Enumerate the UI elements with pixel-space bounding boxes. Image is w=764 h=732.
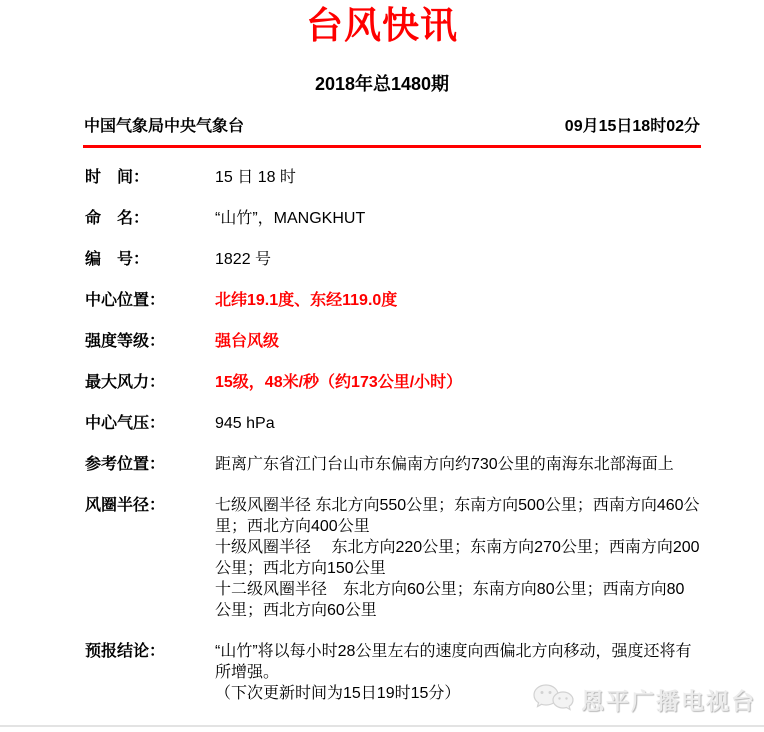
issue-number: 2018年总1480期 <box>314 74 450 94</box>
watermark <box>532 682 756 716</box>
field-value: 北纬19.1度、东经119.0度 <box>215 292 398 309</box>
field-label: 中心位置： <box>85 292 166 309</box>
wind-radius-level10: 十级风圈半径 东北方向220公里；东南方向270公里；西南方向200公里；西北方向150公里 <box>215 539 700 577</box>
field-row-time <box>85 167 700 188</box>
agency-name: 中国气象局中央气象台 <box>84 118 245 135</box>
field-row-wind-circle-radius <box>85 495 700 621</box>
field-value: “山竹”，MANGKHUT <box>215 210 366 227</box>
field-label: 命 名： <box>85 210 150 227</box>
field-row-name <box>85 208 700 229</box>
field-label: 最大风力： <box>85 374 166 391</box>
wind-radius-level7: 七级风圈半径 东北方向550公里；东南方向500公里；西南方向460公里；西北方向400公里 <box>215 497 700 535</box>
field-label: 强度等级： <box>85 333 166 350</box>
field-value: 945 hPa <box>215 415 275 432</box>
field-label: 预报结论： <box>85 643 166 660</box>
field-label: 参考位置： <box>85 456 166 473</box>
field-value: 距离广东省江门台山市东偏南方向约730公里的南海东北部海面上 <box>215 456 674 473</box>
field-label: 风圈半径： <box>85 497 166 514</box>
next-update-time: （下次更新时间为15日19时15分） <box>215 685 461 702</box>
field-value: 15级，48米/秒（约173公里/小时） <box>215 374 463 391</box>
bottom-divider <box>0 725 764 727</box>
broadcaster-logo-icon <box>532 682 576 716</box>
field-row-intensity <box>85 331 700 352</box>
issued-time: 09月15日18时02分 <box>564 118 700 135</box>
watermark-label: 恩平广播电视台 <box>581 687 756 714</box>
header-divider <box>83 145 701 148</box>
field-row-number <box>85 249 700 270</box>
wind-radius-level12: 十二级风圈半径 东北方向60公里；东南方向80公里；西南方向80公里；西北方向60公里 <box>215 581 685 619</box>
field-label: 时 间： <box>85 169 150 186</box>
bulletin-fields <box>85 167 700 704</box>
field-label: 中心气压： <box>85 415 166 432</box>
field-value <box>215 495 700 621</box>
field-label: 编 号： <box>85 251 150 268</box>
field-value: 强台风级 <box>215 333 280 350</box>
field-row-reference-position <box>85 454 700 475</box>
page-title: 台风快讯 <box>306 5 458 46</box>
field-value: 15 日 18 时 <box>215 169 296 186</box>
field-value: 1822 号 <box>215 251 272 268</box>
masthead <box>84 117 700 137</box>
forecast-text: “山竹”将以每小时28公里左右的速度向西偏北方向移动，强度还将有所增强。 <box>215 643 692 681</box>
field-row-pressure <box>85 413 700 434</box>
field-row-center-position <box>85 290 700 311</box>
field-row-max-wind <box>85 372 700 393</box>
